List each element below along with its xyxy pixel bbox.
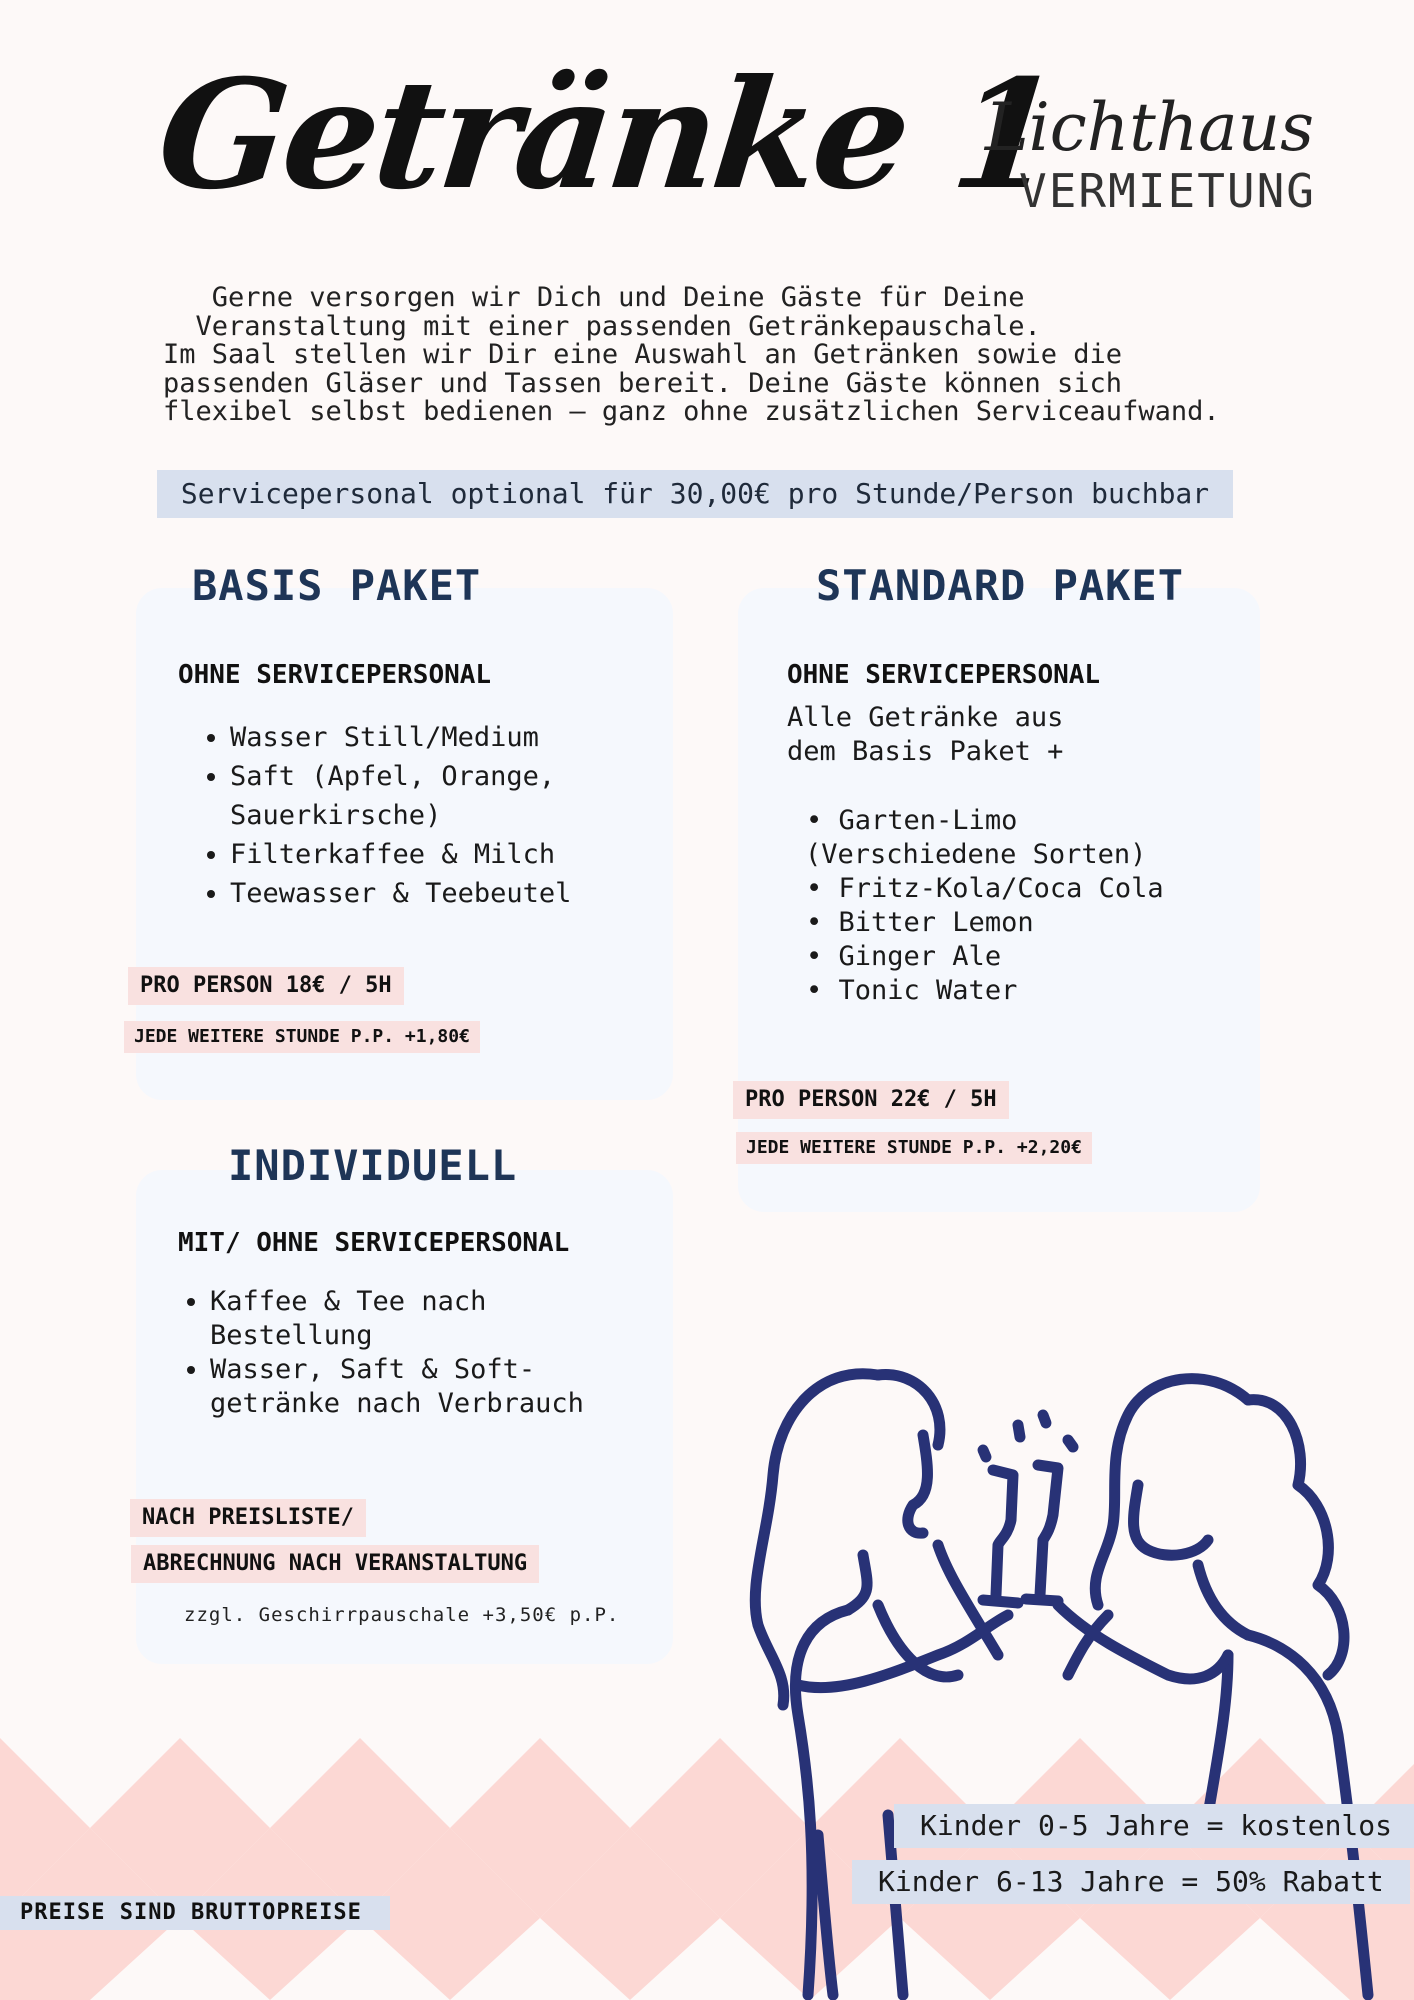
individuell-title: INDIVIDUELL (228, 1141, 518, 1190)
kids-free-note: Kinder 0-5 Jahre = kostenlos (894, 1804, 1414, 1848)
standard-list (806, 804, 1164, 1008)
individuell-price-tag: NACH PREISLISTE/ (130, 1499, 366, 1537)
list-item: • Bitter Lemon (806, 907, 1034, 938)
basis-title: BASIS PAKET (192, 561, 482, 610)
list-item: • Wasser Still/Medium (230, 718, 670, 757)
individuell-subtitle: MIT/ OHNE SERVICEPERSONAL (178, 1228, 570, 1258)
service-staff-note: Servicepersonal optional für 30,00€ pro Stunde/Person buchbar (157, 470, 1233, 518)
dishes-fee-note: zzgl. Geschirrpauschale +3,50€ p.P. (184, 1604, 620, 1626)
list-item-note: (Verschiedene Sorten) (805, 839, 1147, 870)
list-item: • Filterkaffee & Milch (230, 835, 670, 874)
list-item: • Tonic Water (806, 975, 1018, 1006)
standard-subtitle: OHNE SERVICEPERSONAL (787, 660, 1101, 690)
list-item: • Kaffee & Tee nach Bestellung (210, 1285, 650, 1353)
basis-price-tag: PRO PERSON 18€ / 5H (128, 967, 404, 1005)
list-item: • Saft (Apfel, Orange, Sauerkirsche) (230, 757, 670, 835)
intro-text: Gerne versorgen wir Dich und Deine Gäste für Deine Veranstaltung mit einer passenden Getränkepauschale. Im Saal stellen wir Dir eine Auswahl an Getränken sowie die passenden Gläser und Tassen bereit. Deine Gäste können sich flexibel selbst bedienen – ganz ohne zusätzlichen Serviceaufwand. (163, 282, 1220, 427)
standard-extra-hour-tag: JEDE WEITERE STUNDE P.P. +2,20€ (736, 1132, 1092, 1164)
list-item: • Teewasser & Teebeutel (230, 874, 670, 913)
basis-subtitle: OHNE SERVICEPERSONAL (178, 660, 492, 690)
standard-price-tag: PRO PERSON 22€ / 5H (733, 1081, 1009, 1119)
list-item: • Garten-Limo (806, 805, 1018, 836)
standard-title: STANDARD PAKET (816, 561, 1185, 610)
standard-intro-line: Alle Getränke aus (787, 702, 1064, 733)
brand-logo-script: Lichthaus (984, 89, 1314, 166)
list-item: • Fritz-Kola/Coca Cola (806, 873, 1164, 904)
list-item: • Wasser, Saft & Soft-getränke nach Verbrauch (210, 1353, 650, 1421)
gross-prices-note: PREISE SIND BRUTTOPREISE (0, 1896, 390, 1930)
brand-logo-sub: VERMIETUNG (1019, 164, 1316, 218)
individuell-list (180, 1285, 650, 1421)
list-item: • Ginger Ale (806, 941, 1002, 972)
page-title: Getränke 1 (150, 47, 1064, 223)
individuell-billing-tag: ABRECHNUNG NACH VERANSTALTUNG (131, 1545, 539, 1583)
basis-list (200, 718, 670, 913)
standard-intro-line: dem Basis Paket + (787, 736, 1064, 767)
standard-intro (787, 701, 1063, 769)
basis-extra-hour-tag: JEDE WEITERE STUNDE P.P. +1,80€ (124, 1021, 480, 1053)
kids-discount-note: Kinder 6-13 Jahre = 50% Rabatt (852, 1860, 1410, 1904)
